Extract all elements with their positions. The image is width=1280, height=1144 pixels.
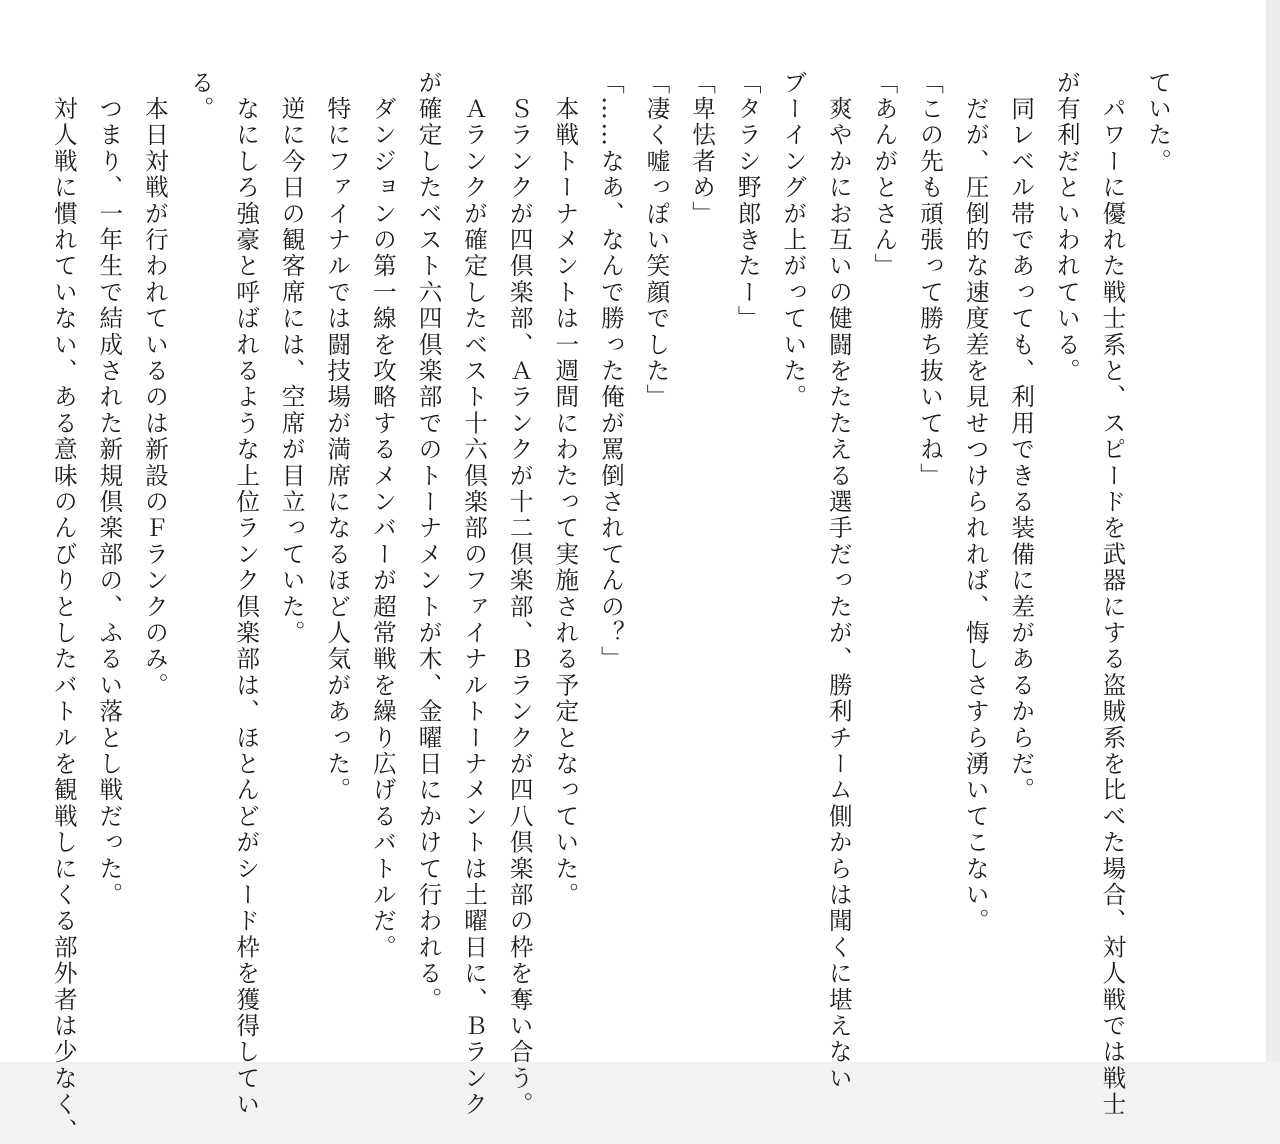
text-line: なにしろ強豪と呼ばれるような上位ランク倶楽部は、ほとんどがシード枠を獲得してい — [232, 70, 261, 1118]
text-line: 対人戦に慣れていない、ある意味のんびりとしたバトルを観戦しにくる部外者は少なく、 — [49, 70, 78, 1144]
text-line: ダンジョンの第一線を攻略するメンバーが超常戦を繰り広げるバトルだ。 — [368, 70, 397, 961]
page-edge-gutter — [1266, 0, 1280, 1062]
text-line: Ａランクが確定したベスト十六倶楽部のファイナルトーナメントは土曜日に、Ｂランク — [460, 70, 489, 1118]
text-line: 「この先も頑張って勝ち抜いてね」 — [916, 70, 945, 490]
text-line: Ｓランクが四倶楽部、Ａランクが十二倶楽部、Ｂランクが四八倶楽部の枠を奪い合う。 — [505, 70, 534, 1118]
text-line: が有利だといわれている。 — [1052, 70, 1081, 385]
text-line: 特にファイナルでは闘技場が満席になるほど人気があった。 — [323, 70, 352, 804]
text-line: 本日対戦が行われているのは新設のＦランクのみ。 — [140, 70, 169, 699]
text-line: だが、圧倒的な速度差を見せつけられれば、悔しさすら湧いてこない。 — [961, 70, 990, 935]
text-line: ブーイングが上がっていた。 — [779, 70, 808, 411]
text-line: 「……なあ、なんで勝った俺が罵倒されてんの？」 — [596, 70, 625, 673]
text-line: 本戦トーナメントは一週間にわたって実施される予定となっていた。 — [551, 70, 580, 909]
text-line: る。 — [186, 70, 215, 123]
text-line: 逆に今日の観客席には、空席が目立っていた。 — [277, 70, 306, 647]
text-line: 「あんがとさん」 — [870, 70, 899, 280]
text-line: パワーに優れた戦士系と、スピードを武器にする盗賊系を比べた場合、対人戦では戦士 — [1098, 70, 1127, 1118]
text-line: 同レベル帯であっても、利用できる装備に差があるからだ。 — [1007, 70, 1036, 804]
text-line: ていた。 — [1144, 70, 1172, 175]
text-line: 「凄く嘘っぽい笑顔でした」 — [642, 70, 671, 411]
text-line: が確定したベスト六四倶楽部でのトーナメントが木、金曜日にかけて行われる。 — [414, 70, 443, 1014]
vertical-text-body — [40, 70, 1180, 1144]
text-line: 「卑怯者め」 — [688, 70, 717, 228]
text-line: 爽やかにお互いの健闘をたたえる選手だったが、勝利チーム側からは聞くに堪えない — [824, 70, 853, 1092]
text-line: 「タラシ野郎きたー」 — [733, 70, 762, 332]
text-line: つまり、一年生で結成された新規倶楽部の、ふるい落とし戦だった。 — [95, 70, 124, 909]
